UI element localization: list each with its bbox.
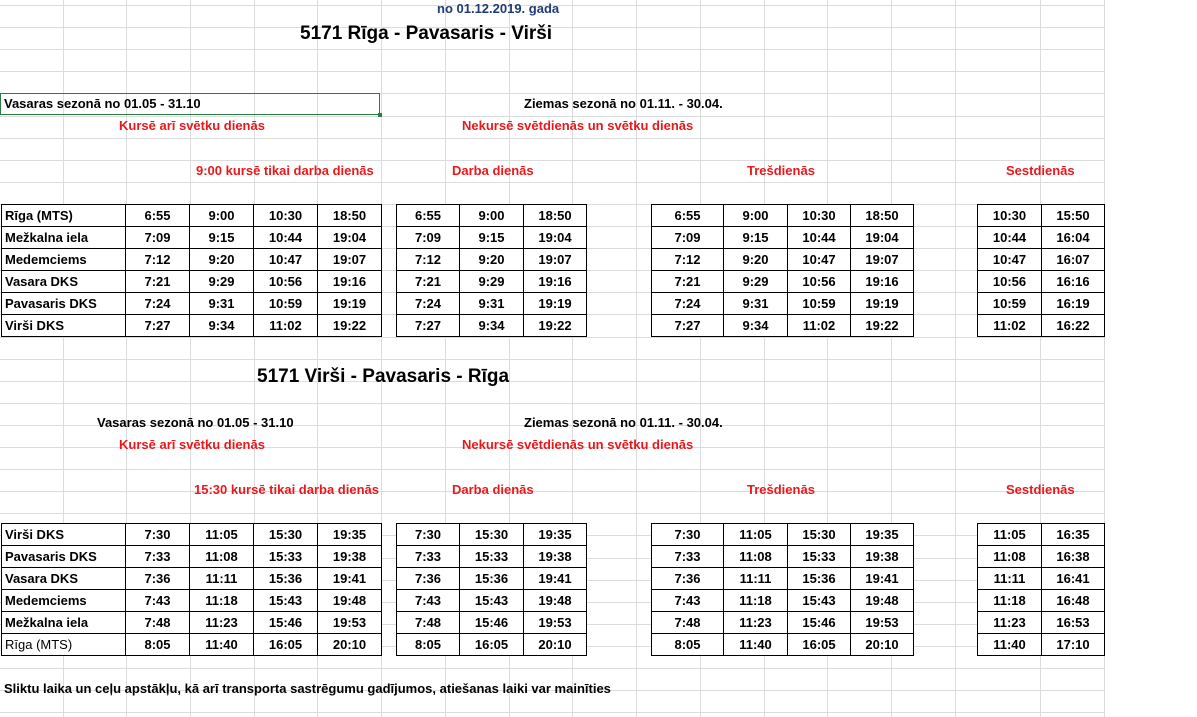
- time-cell: 10:47: [788, 249, 851, 271]
- time-cell: 20:10: [318, 634, 382, 656]
- route1-winter-note: Nekursē svētdienās un svētku dienās: [462, 118, 694, 133]
- table-row: [652, 249, 914, 271]
- time-cell: 7:12: [397, 249, 460, 271]
- time-cell: 19:19: [318, 293, 382, 315]
- table-row: [397, 271, 587, 293]
- time-cell: 16:05: [460, 634, 524, 656]
- time-cell: 19:41: [524, 568, 587, 590]
- table-row: [2, 249, 382, 271]
- table-row: [652, 546, 914, 568]
- time-cell: 7:21: [652, 271, 724, 293]
- time-cell: 11:08: [724, 546, 788, 568]
- time-cell: 10:59: [978, 293, 1042, 315]
- time-cell: 11:08: [978, 546, 1042, 568]
- time-cell: 19:38: [318, 546, 382, 568]
- time-cell: 16:35: [1042, 524, 1105, 546]
- time-cell: 8:05: [397, 634, 460, 656]
- table-row: [2, 271, 382, 293]
- time-cell: 9:20: [724, 249, 788, 271]
- time-cell: 7:36: [397, 568, 460, 590]
- time-cell: 11:23: [978, 612, 1042, 634]
- time-cell: 7:09: [397, 227, 460, 249]
- time-cell: 19:22: [524, 315, 587, 337]
- table-row: [397, 293, 587, 315]
- time-cell: 15:43: [460, 590, 524, 612]
- route2-wednesday-table: [651, 523, 914, 656]
- time-cell: 7:43: [126, 590, 190, 612]
- table-row: [978, 293, 1105, 315]
- gridline-row: [0, 381, 1104, 382]
- time-cell: 11:40: [190, 634, 254, 656]
- time-cell: 11:18: [190, 590, 254, 612]
- time-cell: 7:12: [652, 249, 724, 271]
- time-cell: 10:47: [254, 249, 318, 271]
- time-cell: 18:50: [851, 205, 914, 227]
- route2-title: 5171 Virši - Pavasaris - Rīga: [257, 366, 510, 387]
- route2-summer-season: Vasaras sezonā no 01.05 - 31.10: [97, 415, 294, 430]
- gridline-row: [0, 71, 1104, 72]
- table-row: [2, 293, 382, 315]
- gridline-row: [0, 160, 1104, 161]
- table-row: [397, 205, 587, 227]
- time-cell: 6:55: [397, 205, 460, 227]
- time-cell: 9:34: [460, 315, 524, 337]
- time-cell: 7:12: [126, 249, 190, 271]
- time-cell: 11:11: [190, 568, 254, 590]
- time-cell: 8:05: [652, 634, 724, 656]
- gridline-row: [0, 182, 1104, 183]
- time-cell: 10:56: [254, 271, 318, 293]
- route2-saturday-header: Sestdienās: [1006, 482, 1075, 497]
- time-cell: 16:05: [254, 634, 318, 656]
- stop-name-cell: Vasara DKS: [2, 568, 126, 590]
- time-cell: 16:48: [1042, 590, 1105, 612]
- time-cell: 7:43: [652, 590, 724, 612]
- table-row: [397, 546, 587, 568]
- time-cell: 19:53: [318, 612, 382, 634]
- time-cell: 16:19: [1042, 293, 1105, 315]
- table-row: [2, 315, 382, 337]
- footer-note: Sliktu laika un ceļu apstākļu, kā arī transporta sastrēgumu gadījumos, atiešanas laiki var mainīties: [4, 681, 611, 696]
- gridline-row: [0, 337, 1104, 338]
- time-cell: 9:15: [724, 227, 788, 249]
- route1-wednesday-table: [651, 204, 914, 337]
- table-row: [652, 293, 914, 315]
- gridline-row: [0, 403, 1104, 404]
- time-cell: 11:40: [978, 634, 1042, 656]
- time-cell: 15:30: [254, 524, 318, 546]
- stop-name-cell: Pavasaris DKS: [2, 546, 126, 568]
- time-cell: 19:16: [524, 271, 587, 293]
- route2-summer-header: 15:30 kursē tikai darba dienās: [194, 482, 379, 497]
- gridline-row: [0, 116, 1104, 117]
- time-cell: 9:00: [460, 205, 524, 227]
- time-cell: 9:20: [460, 249, 524, 271]
- time-cell: 19:53: [851, 612, 914, 634]
- time-cell: 10:44: [978, 227, 1042, 249]
- time-cell: 9:31: [190, 293, 254, 315]
- table-row: [652, 524, 914, 546]
- stop-name-cell: Vasara DKS: [2, 271, 126, 293]
- time-cell: 7:24: [126, 293, 190, 315]
- time-cell: 10:30: [978, 205, 1042, 227]
- time-cell: 11:23: [190, 612, 254, 634]
- time-cell: 19:04: [851, 227, 914, 249]
- time-cell: 10:56: [978, 271, 1042, 293]
- time-cell: 7:09: [126, 227, 190, 249]
- table-row: [652, 315, 914, 337]
- route1-summer-header: 9:00 kursē tikai darba dienās: [196, 163, 374, 178]
- table-row: [397, 315, 587, 337]
- time-cell: 18:50: [524, 205, 587, 227]
- stop-name-cell: Rīga (MTS): [2, 634, 126, 656]
- time-cell: 19:22: [851, 315, 914, 337]
- time-cell: 9:34: [190, 315, 254, 337]
- time-cell: 16:38: [1042, 546, 1105, 568]
- time-cell: 7:27: [397, 315, 460, 337]
- time-cell: 20:10: [851, 634, 914, 656]
- route1-summer-season: Vasaras sezonā no 01.05 - 31.10: [4, 96, 201, 111]
- time-cell: 15:30: [788, 524, 851, 546]
- time-cell: 17:10: [1042, 634, 1105, 656]
- route2-wednesday-header: Trešdienās: [747, 482, 815, 497]
- stop-name-cell: Medemciems: [2, 249, 126, 271]
- time-cell: 19:35: [524, 524, 587, 546]
- time-cell: 15:36: [460, 568, 524, 590]
- route1-winter-season: Ziemas sezonā no 01.11. - 30.04.: [524, 96, 723, 111]
- time-cell: 10:59: [788, 293, 851, 315]
- time-cell: 7:24: [397, 293, 460, 315]
- time-cell: 9:00: [190, 205, 254, 227]
- table-row: [2, 546, 382, 568]
- time-cell: 20:10: [524, 634, 587, 656]
- table-row: [978, 249, 1105, 271]
- time-cell: 15:33: [788, 546, 851, 568]
- time-cell: 9:29: [460, 271, 524, 293]
- time-cell: 19:38: [524, 546, 587, 568]
- table-row: [2, 227, 382, 249]
- table-row: [978, 271, 1105, 293]
- time-cell: 10:44: [788, 227, 851, 249]
- route1-summer-table: [1, 204, 382, 337]
- table-row: [978, 227, 1105, 249]
- time-cell: 15:43: [254, 590, 318, 612]
- time-cell: 7:27: [652, 315, 724, 337]
- time-cell: 19:07: [524, 249, 587, 271]
- route1-workdays-header: Darba dienās: [452, 163, 534, 178]
- time-cell: 15:43: [788, 590, 851, 612]
- time-cell: 11:05: [724, 524, 788, 546]
- time-cell: 15:46: [788, 612, 851, 634]
- time-cell: 7:30: [126, 524, 190, 546]
- time-cell: 16:53: [1042, 612, 1105, 634]
- time-cell: 9:00: [724, 205, 788, 227]
- route1-saturday-header: Sestdienās: [1006, 163, 1075, 178]
- time-cell: 19:04: [524, 227, 587, 249]
- time-cell: 19:35: [318, 524, 382, 546]
- stop-name-cell: Rīga (MTS): [2, 205, 126, 227]
- time-cell: 7:27: [126, 315, 190, 337]
- time-cell: 11:08: [190, 546, 254, 568]
- time-cell: 15:46: [254, 612, 318, 634]
- gridline-row: [0, 513, 1104, 514]
- time-cell: 9:31: [460, 293, 524, 315]
- time-cell: 15:36: [788, 568, 851, 590]
- time-cell: 10:59: [254, 293, 318, 315]
- time-cell: 19:19: [851, 293, 914, 315]
- time-cell: 16:41: [1042, 568, 1105, 590]
- time-cell: 7:30: [397, 524, 460, 546]
- time-cell: 11:18: [724, 590, 788, 612]
- time-cell: 9:34: [724, 315, 788, 337]
- time-cell: 7:48: [126, 612, 190, 634]
- time-cell: 11:05: [978, 524, 1042, 546]
- route2-winter-season: Ziemas sezonā no 01.11. - 30.04.: [524, 415, 723, 430]
- time-cell: 16:05: [788, 634, 851, 656]
- stop-name-cell: Mežkalna iela: [2, 612, 126, 634]
- route2-summer-table: [1, 523, 382, 656]
- table-row: [397, 590, 587, 612]
- time-cell: 8:05: [126, 634, 190, 656]
- table-row: [2, 634, 382, 656]
- time-cell: 19:07: [851, 249, 914, 271]
- time-cell: 6:55: [126, 205, 190, 227]
- route1-title: 5171 Rīga - Pavasaris - Virši: [300, 23, 553, 44]
- gridline-row: [0, 138, 1104, 139]
- time-cell: 10:44: [254, 227, 318, 249]
- table-row: [397, 634, 587, 656]
- stop-name-cell: Mežkalna iela: [2, 227, 126, 249]
- time-cell: 16:04: [1042, 227, 1105, 249]
- table-row: [2, 612, 382, 634]
- route2-winter-note: Nekursē svētdienās un svētku dienās: [462, 437, 694, 452]
- time-cell: 15:33: [460, 546, 524, 568]
- table-row: [978, 634, 1105, 656]
- route1-workdays-table: [396, 204, 587, 337]
- time-cell: 19:16: [318, 271, 382, 293]
- table-row: [2, 568, 382, 590]
- time-cell: 7:21: [397, 271, 460, 293]
- time-cell: 11:11: [724, 568, 788, 590]
- time-cell: 7:33: [126, 546, 190, 568]
- time-cell: 18:50: [318, 205, 382, 227]
- table-row: [978, 590, 1105, 612]
- gridline-row: [0, 712, 1104, 713]
- table-row: [652, 612, 914, 634]
- time-cell: 11:05: [190, 524, 254, 546]
- time-cell: 19:41: [851, 568, 914, 590]
- table-row: [397, 249, 587, 271]
- time-cell: 11:40: [724, 634, 788, 656]
- time-cell: 7:24: [652, 293, 724, 315]
- route1-summer-note: Kursē arī svētku dienās: [119, 118, 265, 133]
- time-cell: 7:36: [652, 568, 724, 590]
- table-row: [652, 271, 914, 293]
- time-cell: 19:48: [318, 590, 382, 612]
- time-cell: 19:19: [524, 293, 587, 315]
- time-cell: 9:31: [724, 293, 788, 315]
- time-cell: 11:18: [978, 590, 1042, 612]
- table-row: [978, 524, 1105, 546]
- time-cell: 15:46: [460, 612, 524, 634]
- gridline-row: [0, 668, 1104, 669]
- table-row: [978, 315, 1105, 337]
- route1-saturday-table: [977, 204, 1105, 337]
- time-cell: 7:36: [126, 568, 190, 590]
- table-row: [2, 590, 382, 612]
- time-cell: 19:48: [851, 590, 914, 612]
- time-cell: 7:48: [397, 612, 460, 634]
- time-cell: 11:02: [254, 315, 318, 337]
- time-cell: 11:23: [724, 612, 788, 634]
- route2-summer-note: Kursē arī svētku dienās: [119, 437, 265, 452]
- time-cell: 9:15: [460, 227, 524, 249]
- time-cell: 6:55: [652, 205, 724, 227]
- gridline-row: [0, 491, 1104, 492]
- time-cell: 19:22: [318, 315, 382, 337]
- table-row: [652, 205, 914, 227]
- time-cell: 7:30: [652, 524, 724, 546]
- time-cell: 10:30: [254, 205, 318, 227]
- time-cell: 19:35: [851, 524, 914, 546]
- time-cell: 11:02: [788, 315, 851, 337]
- table-row: [2, 205, 382, 227]
- time-cell: 7:48: [652, 612, 724, 634]
- table-row: [978, 546, 1105, 568]
- table-row: [397, 524, 587, 546]
- table-row: [978, 612, 1105, 634]
- gridline-row: [0, 469, 1104, 470]
- stop-name-cell: Medemciems: [2, 590, 126, 612]
- gridline-row: [0, 49, 1104, 50]
- stop-name-cell: Pavasaris DKS: [2, 293, 126, 315]
- route2-workdays-table: [396, 523, 587, 656]
- time-cell: 19:16: [851, 271, 914, 293]
- route2-saturday-table: [977, 523, 1105, 656]
- route1-wednesday-header: Trešdienās: [747, 163, 815, 178]
- stop-name-cell: Virši DKS: [2, 315, 126, 337]
- table-row: [978, 568, 1105, 590]
- table-row: [978, 205, 1105, 227]
- table-row: [652, 227, 914, 249]
- table-row: [397, 568, 587, 590]
- time-cell: 16:16: [1042, 271, 1105, 293]
- time-cell: 19:38: [851, 546, 914, 568]
- time-cell: 7:21: [126, 271, 190, 293]
- time-cell: 10:30: [788, 205, 851, 227]
- time-cell: 15:30: [460, 524, 524, 546]
- time-cell: 9:15: [190, 227, 254, 249]
- time-cell: 15:50: [1042, 205, 1105, 227]
- date-label: no 01.12.2019. gada: [437, 1, 560, 16]
- time-cell: 7:33: [397, 546, 460, 568]
- time-cell: 7:43: [397, 590, 460, 612]
- time-cell: 16:22: [1042, 315, 1105, 337]
- time-cell: 15:36: [254, 568, 318, 590]
- time-cell: 19:48: [524, 590, 587, 612]
- route2-workdays-header: Darba dienās: [452, 482, 534, 497]
- time-cell: 15:33: [254, 546, 318, 568]
- time-cell: 10:47: [978, 249, 1042, 271]
- time-cell: 11:02: [978, 315, 1042, 337]
- time-cell: 19:53: [524, 612, 587, 634]
- table-row: [652, 634, 914, 656]
- table-row: [397, 612, 587, 634]
- time-cell: 16:07: [1042, 249, 1105, 271]
- time-cell: 19:04: [318, 227, 382, 249]
- gridline-row: [0, 359, 1104, 360]
- table-row: [652, 568, 914, 590]
- time-cell: 9:29: [190, 271, 254, 293]
- stop-name-cell: Virši DKS: [2, 524, 126, 546]
- time-cell: 10:56: [788, 271, 851, 293]
- table-row: [397, 227, 587, 249]
- time-cell: 11:11: [978, 568, 1042, 590]
- time-cell: 19:41: [318, 568, 382, 590]
- time-cell: 7:09: [652, 227, 724, 249]
- time-cell: 7:33: [652, 546, 724, 568]
- time-cell: 9:29: [724, 271, 788, 293]
- time-cell: 9:20: [190, 249, 254, 271]
- table-row: [2, 524, 382, 546]
- table-row: [652, 590, 914, 612]
- time-cell: 19:07: [318, 249, 382, 271]
